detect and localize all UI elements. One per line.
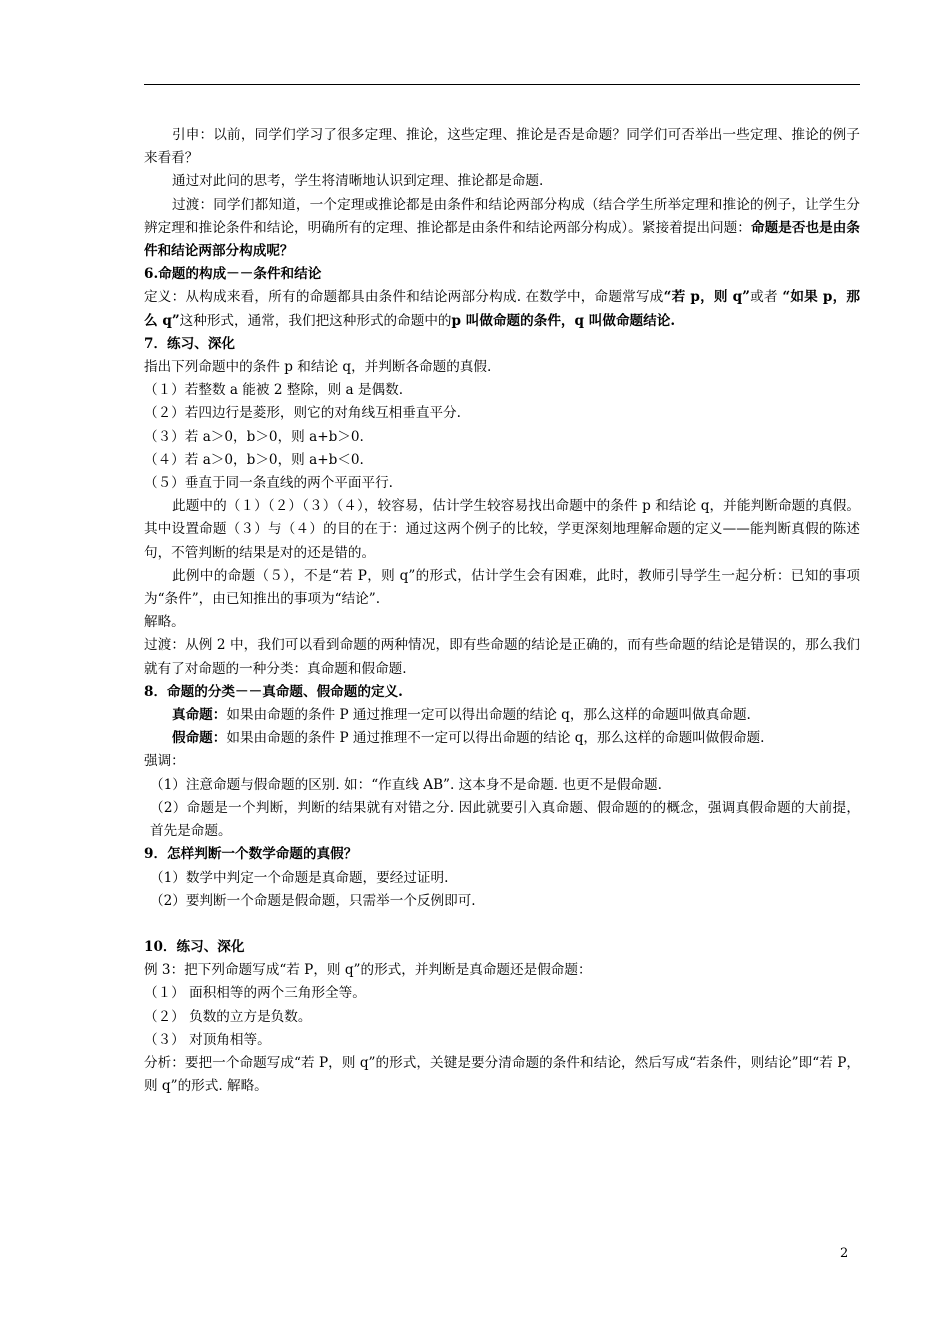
- false-proposition-def: [144, 727, 860, 750]
- emphasis-label: 强调：: [144, 753, 185, 770]
- transition-2: 过渡：从例 2 中，我们可以看到命题的两种情况，即有些命题的结论是正确的，而有些命题的结论是错误的，那么我们就有了对命题的一种分类：真命题和假命题.: [144, 637, 860, 677]
- paragraph-thinking: 通过对此问的思考，学生将清晰地认识到定理、推论都是命题.: [172, 173, 544, 190]
- definition-conclusion: p 叫做命题的条件，q 叫做命题结论.: [451, 312, 676, 329]
- paragraph-extension: 引申：以前，同学们学习了很多定理、推论，这些定理、推论是否是命题？同学们可否举出一些定理、推论的例子来看看？: [144, 127, 860, 167]
- transition-text: 过渡：同学们都知道，一个定理或推论都是由条件和结论两部分构成（结合学生所举定理和推论的例子，让学生分辨定理和推论条件和结论，明确所有的定理、推论都是由条件和结论两部分构成）。紧接着提出问题：: [144, 196, 860, 236]
- solution-omitted: 解略。: [144, 614, 185, 631]
- paragraph-transition: [144, 194, 860, 264]
- heading-7: 7．练习、深化: [144, 335, 236, 352]
- exercise-7-intro: 指出下列命题中的条件 p 和结论 q，并判断各命题的真假.: [144, 359, 492, 376]
- example-3-intro: 例 3：把下列命题写成“若 P，则 q”的形式，并判断是真命题还是假命题：: [144, 962, 592, 979]
- heading-9: 9．怎样判断一个数学命题的真假？: [144, 846, 358, 863]
- blank-line: [144, 913, 860, 936]
- judge-item: （2）要判断一个命题是假命题，只需举一个反例即可.: [150, 892, 476, 909]
- definition-form-1: “若 p，则 q”: [663, 289, 750, 306]
- definition-paragraph: [144, 286, 860, 332]
- exercise-7-item: （５）垂直于同一条直线的两个平面平行.: [144, 475, 394, 492]
- exercise-7-item: （３）若 a＞0，b＞0，则 a+b＞0.: [144, 428, 364, 445]
- definition-text-e: 这种形式，通常，我们把这种形式的命题中的: [179, 312, 452, 329]
- analysis-paragraph: 分析：要把一个命题写成“若 P，则 q”的形式，关键是要分清命题的条件和结论，然后写成“若条件，则结论”即“若 P，则 q”的形式. 解略。: [144, 1054, 860, 1095]
- example-3-item: （２） 负数的立方是负数。: [144, 1008, 312, 1025]
- definition-text-c: 或者: [749, 289, 783, 306]
- example-3-item: （３） 对顶角相等。: [144, 1031, 271, 1048]
- true-proposition-label: 真命题：: [172, 707, 227, 724]
- exercise-7-note-1: 此题中的（１）（２）（３）（４），较容易，估计学生较容易找出命题中的条件 p 和结论 q，并能判断命题的真假。其中设置命题（３）与（４）的目的在于：通过这两个例子的比较，学更深刻地理解命题的定义——能判断真假的陈述句，不管判断的结果是对的还是错的。: [144, 498, 860, 561]
- definition-text-a: 定义：从构成来看，所有的命题都具由条件和结论两部分构成. 在数学中，命题常写成: [144, 289, 664, 306]
- true-proposition-def: [144, 704, 860, 727]
- exercise-7-item: （４）若 a＞0，b＞0，则 a+b＜0.: [144, 451, 364, 468]
- emphasis-item: （1）注意命题与假命题的区别. 如：“作直线 AB”. 这本身不是命题. 也更不是假命题.: [150, 776, 662, 793]
- header-rule: [144, 84, 860, 85]
- example-3-item: （１） 面积相等的两个三角形全等。: [144, 985, 366, 1002]
- transition-question: 命题是否也是由条件和结论两部分构成呢？: [144, 219, 861, 260]
- exercise-7-item: （２）若四边行是菱形，则它的对角线互相垂直平分.: [144, 405, 461, 422]
- heading-6: 6.命题的构成－－条件和结论: [144, 266, 322, 283]
- exercise-7-item: （１）若整数 a 能被 2 整除，则 a 是偶数.: [144, 382, 404, 399]
- exercise-7-note-2: 此例中的命题（５），不是“若 P，则 q”的形式，估计学生会有困难，此时，教师引导学生一起分析：已知的事项为“条件”，由已知推出的事项为“结论”.: [144, 567, 860, 608]
- heading-10: 10．练习、深化: [144, 938, 245, 955]
- page-number: 2: [840, 1246, 849, 1261]
- false-proposition-label: 假命题：: [172, 730, 227, 747]
- document-body: [144, 124, 860, 1098]
- true-proposition-text: 如果由命题的条件 P 通过推理一定可以得出命题的结论 q，那么这样的命题叫做真命题.: [226, 707, 751, 724]
- definition-form-2: “如果 p，那么 q”: [144, 289, 861, 329]
- emphasis-item: （2）命题是一个判断，判断的结果就有对错之分. 因此就要引入真命题、假命题的的概念，强调真假命题的大前提，首先是命题。: [150, 799, 860, 840]
- heading-8: 8．命题的分类－－真命题、假命题的定义.: [144, 683, 403, 700]
- judge-item: （1）数学中判定一个命题是真命题，要经过证明.: [150, 869, 449, 886]
- false-proposition-text: 如果由命题的条件 P 通过推理不一定可以得出命题的结论 q，那么这样的命题叫做假命题.: [226, 730, 765, 747]
